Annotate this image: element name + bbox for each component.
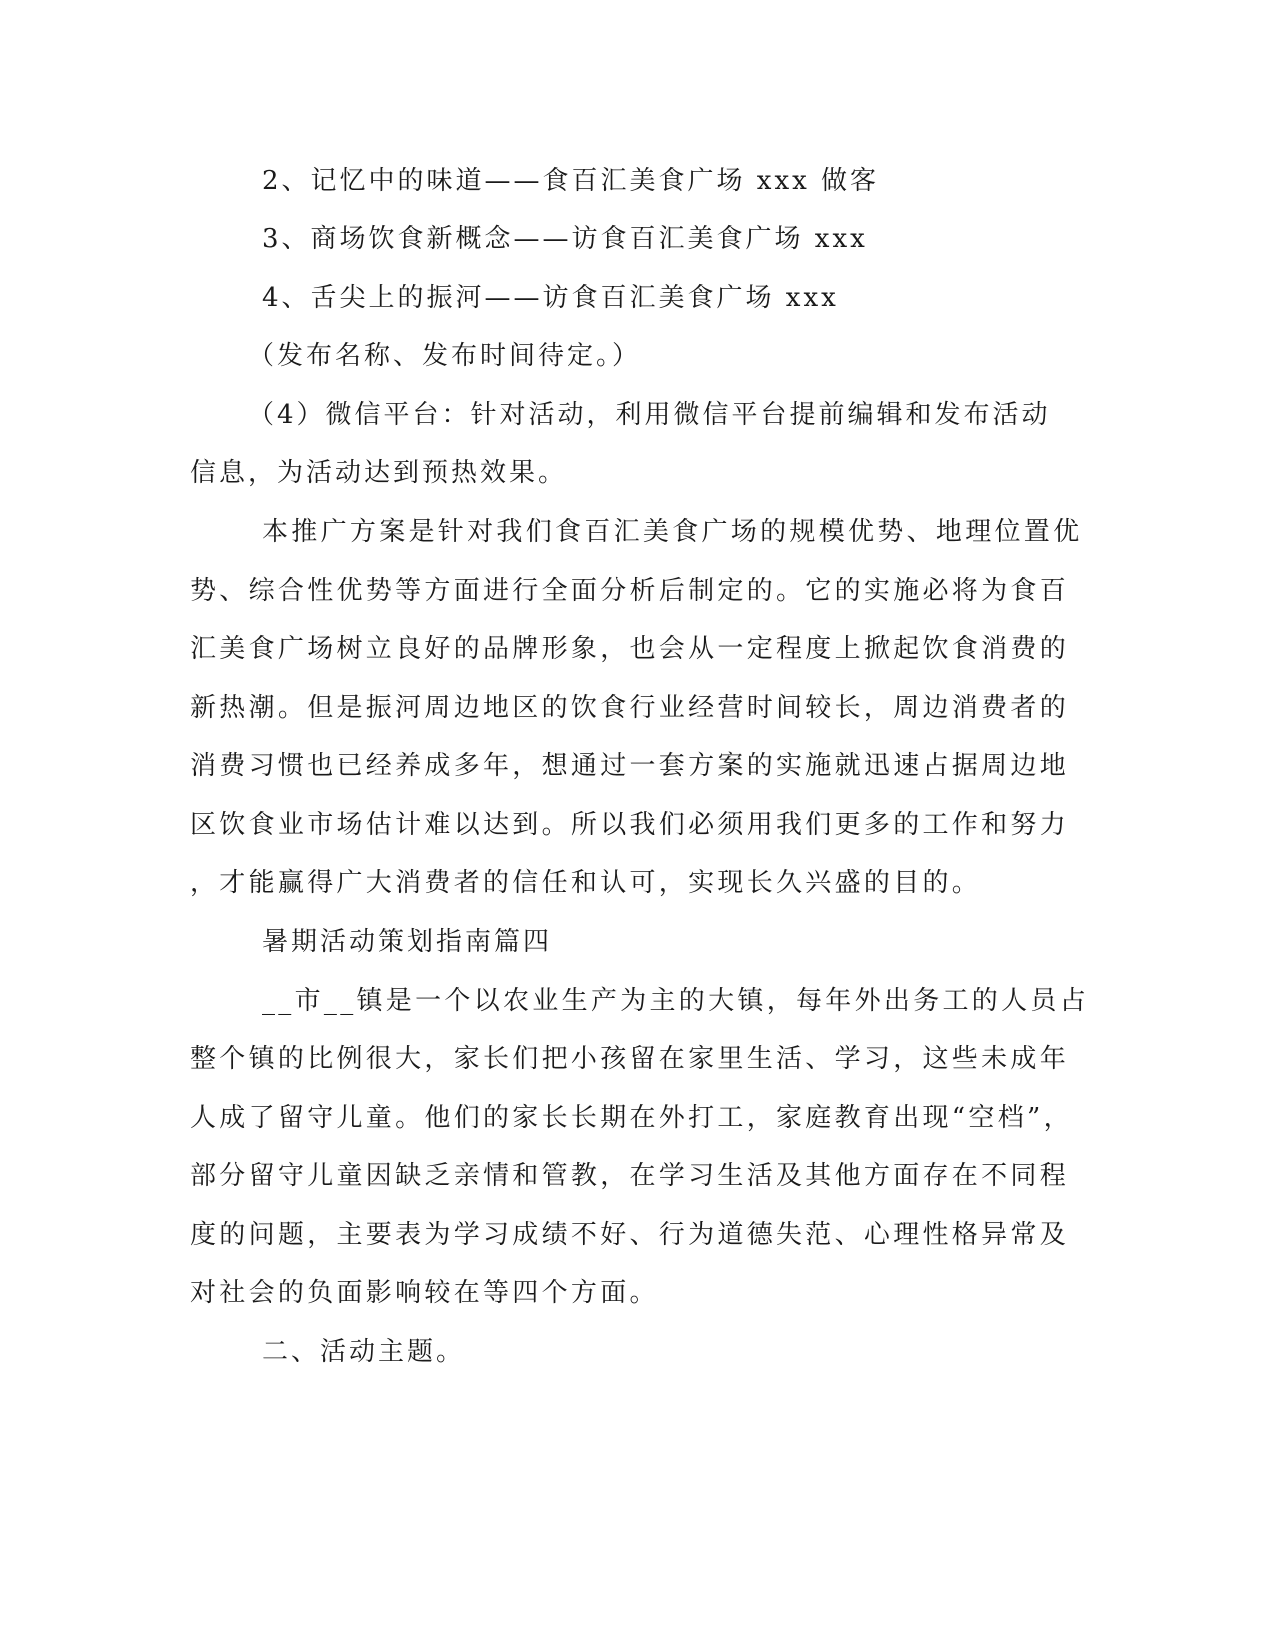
summary-paragraph-line-1: 本推广方案是针对我们食百汇美食广场的规模优势、地理位置优 [262, 517, 1083, 547]
list-item-4: 4、舌尖上的振河——访食百汇美食广场 xxx [262, 283, 839, 313]
background-paragraph-line-5: 度的问题，主要表为学习成绩不好、行为道德失范、心理性格异常及 [190, 1220, 1070, 1250]
wechat-platform-line-2: 信息，为活动达到预热效果。 [190, 458, 568, 488]
background-paragraph-line-3: 人成了留守儿童。他们的家长长期在外打工，家庭教育出现“空档”， [190, 1103, 1073, 1133]
wechat-platform-line-1: （4）微信平台：针对活动，利用微信平台提前编辑和发布活动 [248, 400, 1051, 430]
summary-paragraph-line-6: 区饮食业市场估计难以达到。所以我们必须用我们更多的工作和努力 [190, 810, 1070, 840]
summary-paragraph-line-7: ，才能赢得广大消费者的信任和认可，实现长久兴盛的目的。 [190, 868, 982, 898]
publish-note: （发布名称、发布时间待定。） [248, 341, 642, 371]
background-paragraph-line-2: 整个镇的比例很大，家长们把小孩留在家里生活、学习，这些未成年 [190, 1044, 1070, 1074]
background-paragraph-line-6: 对社会的负面影响较在等四个方面。 [190, 1278, 659, 1308]
list-item-2: 2、记忆中的味道——食百汇美食广场 xxx 做客 [262, 166, 880, 196]
summary-paragraph-line-3: 汇美食广场树立良好的品牌形象，也会从一定程度上掀起饮食消费的 [190, 634, 1070, 664]
summary-paragraph-line-2: 势、综合性优势等方面进行全面分析后制定的。它的实施必将为食百 [190, 576, 1070, 606]
background-paragraph-line-4: 部分留守儿童因缺乏亲情和管教，在学习生活及其他方面存在不同程 [190, 1161, 1070, 1191]
summary-paragraph-line-4: 新热潮。但是振河周边地区的饮食行业经营时间较长，周边消费者的 [190, 693, 1070, 723]
list-item-3: 3、商场饮食新概念——访食百汇美食广场 xxx [262, 224, 868, 254]
background-paragraph-line-1: __市__镇是一个以农业生产为主的大镇，每年外出务工的人员占 [262, 986, 1090, 1016]
section-heading: 暑期活动策划指南篇四 [262, 927, 553, 957]
activity-theme-heading: 二、活动主题。 [262, 1337, 466, 1367]
summary-paragraph-line-5: 消费习惯也已经养成多年，想通过一套方案的实施就迅速占据周边地 [190, 751, 1070, 781]
